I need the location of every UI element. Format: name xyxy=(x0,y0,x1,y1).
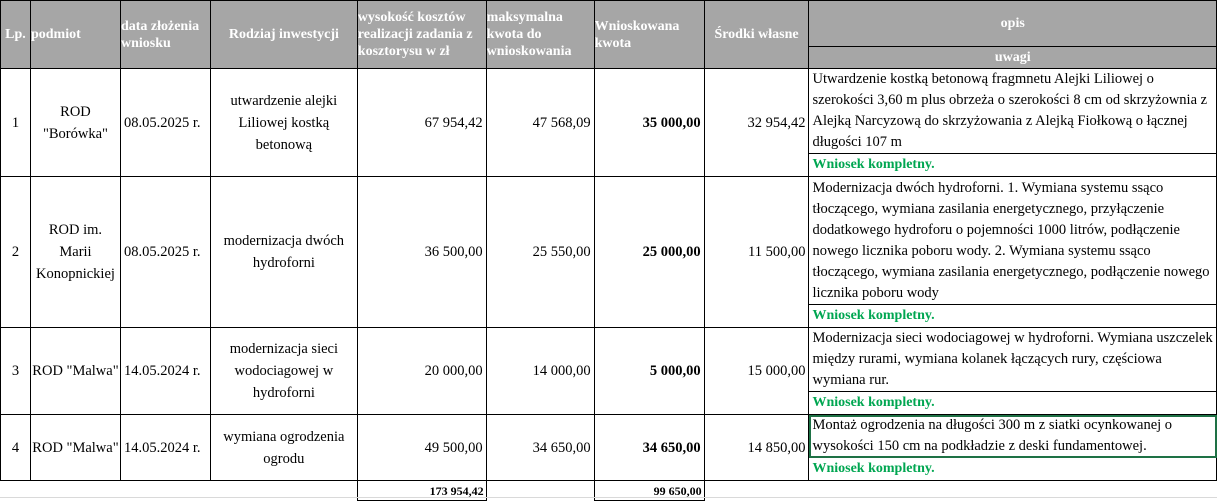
cell-uwagi[interactable]: Wniosek kompletny. xyxy=(809,458,1217,481)
cell-rodzaj[interactable]: utwardzenie alejki Liliowej kostką betonową xyxy=(210,69,357,177)
cell-lp[interactable]: 4 xyxy=(1,415,31,481)
cell-uwagi[interactable]: Wniosek kompletny. xyxy=(809,154,1217,177)
total-wnioskowana[interactable]: 99 650,00 xyxy=(594,481,704,501)
header-koszty[interactable]: wysokość kosztów realizacji zadania z kosztorysu w zł xyxy=(357,1,486,69)
header-srodki[interactable]: Środki własne xyxy=(704,1,809,69)
cell-opis-selected[interactable]: Montaż ogrodzenia na długości 300 m z siatki ocynkowanej o wysokości 150 cm na podkładzie z deski fundamentowej. xyxy=(809,415,1217,458)
cell-opis[interactable]: Modernizacja dwóch hydroforni. 1. Wymiana systemu ssąco tłoczącego, wymiana zasilania energetycznego, przyłączenie dodatkowego hydroforu o pojemności 1000 litrów, podłączenie nowego licznika poboru wody. 2. Wymiana systemu ssąco tłoczącego, wymiana zasilania energetycznego, podłączenie nowego licznika poboru wody xyxy=(809,177,1217,305)
cell-opis[interactable]: Modernizacja sieci wodociagowej w hydroforni. Wymiana uszczelek między rurami, wymiana kolanek łączących rury, częściowa wymiana rur. xyxy=(809,328,1217,392)
header-maks[interactable]: maksymalna kwota do wnioskowania xyxy=(486,1,594,69)
cell-rodzaj[interactable]: wymiana ogrodzenia ogrodu xyxy=(210,415,357,481)
cell-uwagi[interactable]: Wniosek kompletny. xyxy=(809,305,1217,328)
cell-koszty[interactable]: 67 954,42 xyxy=(357,69,486,177)
cell-data[interactable]: 08.05.2025 r. xyxy=(120,177,210,328)
table-row xyxy=(1,177,1217,305)
total-koszty[interactable]: 173 954,42 xyxy=(357,481,486,501)
cell-wnioskowana[interactable]: 34 650,00 xyxy=(594,415,704,481)
cell-koszty[interactable]: 20 000,00 xyxy=(357,328,486,415)
cell-maks[interactable]: 25 550,00 xyxy=(486,177,594,328)
header-data[interactable]: data złożenia wniosku xyxy=(120,1,210,69)
cell-srodki[interactable]: 32 954,42 xyxy=(704,69,809,177)
cell-rodzaj[interactable]: modernizacja sieci wodociagowej w hydroforni xyxy=(210,328,357,415)
cell-srodki[interactable]: 11 500,00 xyxy=(704,177,809,328)
cell-data[interactable]: 14.05.2024 r. xyxy=(120,415,210,481)
cell-podmiot[interactable]: ROD "Malwa" xyxy=(30,328,120,415)
cell-maks[interactable]: 14 000,00 xyxy=(486,328,594,415)
cell-data[interactable]: 08.05.2025 r. xyxy=(120,69,210,177)
cell-lp[interactable]: 3 xyxy=(1,328,31,415)
cell-data[interactable]: 14.05.2024 r. xyxy=(120,328,210,415)
cell-podmiot[interactable]: ROD "Borówka" xyxy=(30,69,120,177)
header-uwagi[interactable]: uwagi xyxy=(809,47,1217,69)
header-opis[interactable]: opis xyxy=(809,1,1217,47)
cell-podmiot[interactable]: ROD im. Marii Konopnickiej xyxy=(30,177,120,328)
cell-srodki[interactable]: 15 000,00 xyxy=(704,328,809,415)
sheet-gridline xyxy=(0,497,1217,498)
cell-podmiot[interactable]: ROD "Malwa" xyxy=(30,415,120,481)
header-row xyxy=(1,1,1217,47)
cell-rodzaj[interactable]: modernizacja dwóch hydroforni xyxy=(210,177,357,328)
header-wnioskowana[interactable]: Wnioskowana kwota xyxy=(594,1,704,69)
cell-srodki[interactable]: 14 850,00 xyxy=(704,415,809,481)
table-row xyxy=(1,328,1217,392)
cell-uwagi[interactable]: Wniosek kompletny. xyxy=(809,392,1217,415)
cell-koszty[interactable]: 49 500,00 xyxy=(357,415,486,481)
cell-maks[interactable]: 34 650,00 xyxy=(486,415,594,481)
cell-wnioskowana[interactable]: 25 000,00 xyxy=(594,177,704,328)
header-lp[interactable]: Lp. xyxy=(1,1,31,69)
header-rodzaj[interactable]: Rodziaj inwestycji xyxy=(210,1,357,69)
cell-opis[interactable]: Utwardzenie kostką betonową fragmnetu Alejki Liliowej o szerokości 3,60 m plus obrzeża o szerokości 8 cm od skrzyżownia z Alejką Narcyzową do skrzyżowania z Alejką Fiołkową o łącznej długości 107 m xyxy=(809,69,1217,154)
table-row xyxy=(1,415,1217,458)
cell-maks[interactable]: 47 568,09 xyxy=(486,69,594,177)
cell-koszty[interactable]: 36 500,00 xyxy=(357,177,486,328)
table-row xyxy=(1,69,1217,154)
cell-wnioskowana[interactable]: 35 000,00 xyxy=(594,69,704,177)
cell-lp[interactable]: 1 xyxy=(1,69,31,177)
cell-wnioskowana[interactable]: 5 000,00 xyxy=(594,328,704,415)
header-podmiot[interactable]: podmiot xyxy=(30,1,120,69)
cell-lp[interactable]: 2 xyxy=(1,177,31,328)
